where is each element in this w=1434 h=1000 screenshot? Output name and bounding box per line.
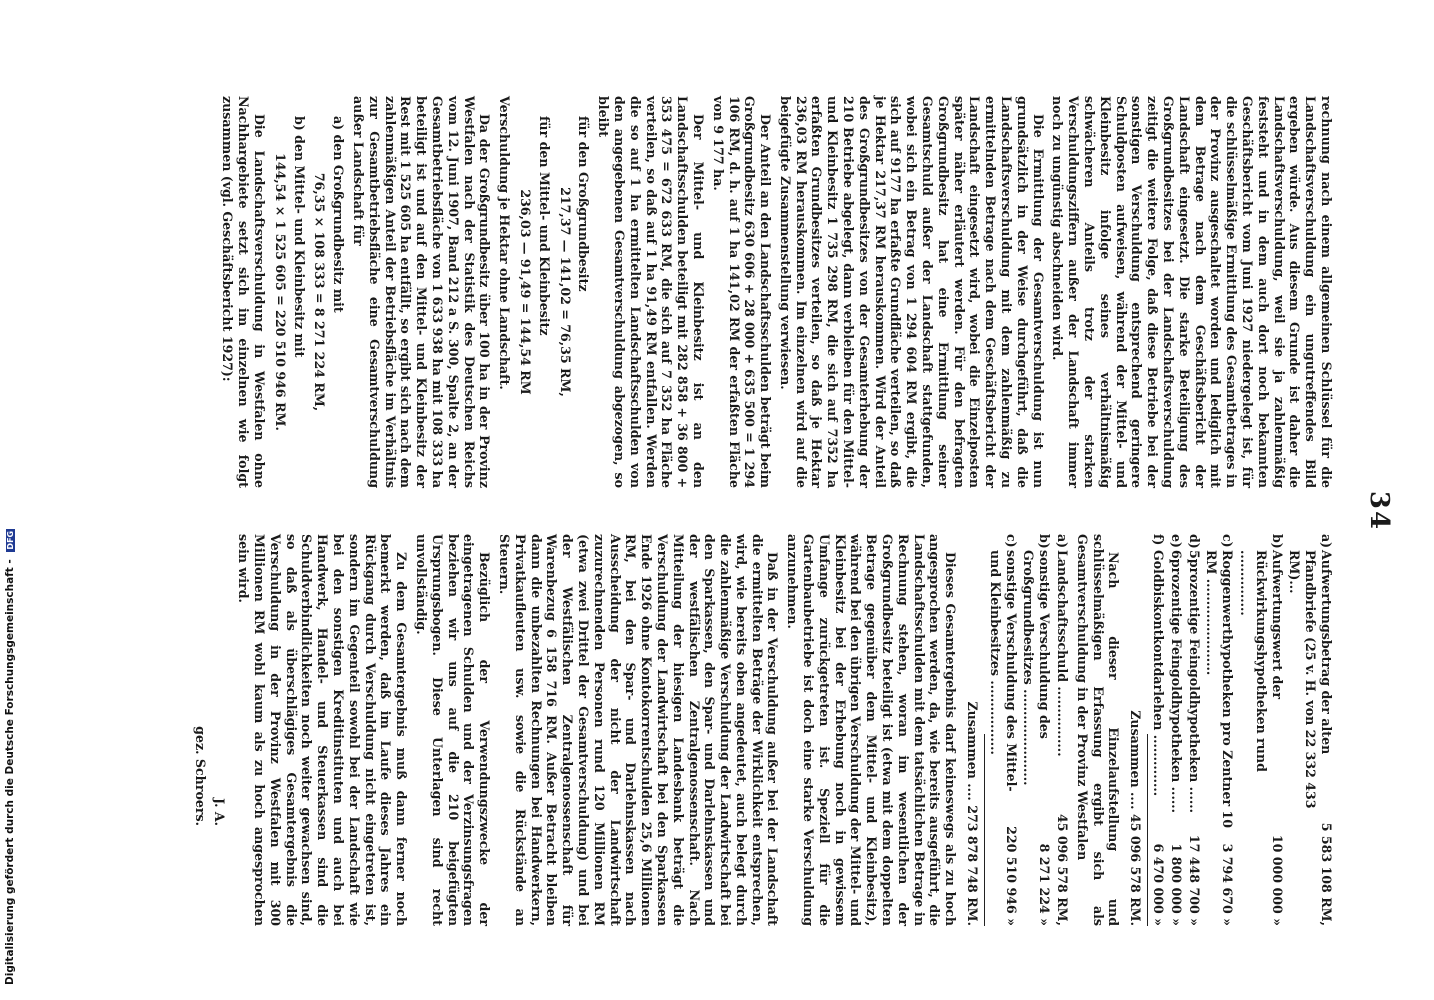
page-content [194,96,1394,926]
list-text: Aufwertungswert der Rückwirkungshypotheken rund ............... [1238,550,1285,772]
paragraph: Der Anteil an den Landschaftsschulden beträgt beim Großgrundbesitz 630 606 + 28 000 + 635 500 = 1 294 106 RM, d. h. auf 1 ha 141,02 RM der erfaßten Fläche von 9 177 ha. [710,96,774,488]
list-item [1237,534,1284,926]
list-item [1204,534,1236,926]
sum-value: 45 096 578 RM. [1128,813,1144,926]
paragraph: Dieses Gesamtergebnis darf keineswegs als zu hoch angesprochen werden, da, wie bereits ausgeführt, die Landschaftsschulden mit dem tatsächlichen Betrage in Rechnung stehen, woran im wesentlichen der Großgrundbesitz beteiligt ist (etwa mit dem doppelten Betrage gegenüber dem Mittel- und Kleinbesitz), während bei den übrigen Verschuldung der Mittel- und Kleinbesitz bei der Erhebung noch in gewissem Umfange zurückgetreten ist. Speziell für die Gartenbaubetriebe ist doch eine starke Verschuldung anzunehmen. [785,534,959,926]
footer-text-wrap [4,5,16,985]
paragraph: rechnung nach einem allgemeinen Schlüssel für die Landschaftsverschuldung ein ungutreffendes Bild ergeben würde. Aus diesem Grunde ist daher die Landschaftsverschuldung, weil sie ja zahlenmäßig feststeht und in dem auch dort noch bekannten Geschäftsbericht vom Juni 1927 niedergelegt ist, für die schlüsselmäßige Ermittlung des Gesamtbetrages in der Provinz ausgeschaltet worden und lediglich mit dem Betrage nach dem Geschäftsbericht der Landschaft eingesetzt. Die starke Beteiligung des Großgrundbesitzes bei der Landschaftsverschuldung zeitigt die weitere Folge, daß diese Betriebe bei der sonstigen Verschuldung entsprechend geringere Schuldposten aufweisen, während der Mittel- und Kleinbesitz infolge seines verhältnismäßig schwächeren Anteils trotz der starken Verschuldungsziffern außer der Landschaft immer noch zu ungünstig abschneiden wird. [1050,96,1334,488]
formula: 217,37 — 141,02 = 76,35 RM, [557,187,573,397]
paragraph: Da der Großgrundbesitz über 100 ha in der Provinz Westfalen nach der Statistik des Deutschen Reichs vom 12. Juni 1907, Band 212 a S. 300, Spalte 2, an der Gesamtbetriebsfläche von 1 633 938 ha mit 108 333 ha beteiligt ist und auf den Mittel- und Kleinbesitz der Rest mit 1 525 605 ha entfällt, so ergibt sich nach dem zahlenmäßigen Anteil der Betriebsfläche im Verhältnis zur Gesamtbetriebsfläche eine Gesamtverschuldung außer Landschaft für [350,96,493,488]
list-item [1150,534,1166,926]
list-text: 6prozentige Feingoldhypotheken ...... [1168,550,1184,813]
right-column [188,534,1334,926]
paragraph: Daß in der Verschuldung außer bei der Landschaft die ermittelten Beträge der Wirklichkeit entsprechen, wird, wie bereits oben angedeutet, auch belegt durch die zahlenmäßige Verschuldung der Landwirtschaft bei den Sparkassen, den Spar- und Darlehnskassen und der westfälischen Zentralgenossenschaft. Nach Mitteilung der hiesigen Landesbank beträgt die Verschuldung der Landwirtschaft bei den Sparkassen Ende 1926 ohne Kontokorrentschulden 25,6 Millionen RM, bei den Spar- und Darlehnskassen nach Ausscheidung der nicht der Landwirtschaft zuzurechnenden Personen rund 120 Millionen RM (etwa zwei Drittel der Gesamtverschuldung) und bei der Westfälischen Zentralgenossenschaft für Warenbezug 6 158 716 RM. Außer Betracht bleiben dann die unbezahlten Rechnungen bei Handwerkern, Privatkaufleuten usw. sowie die Rückstände an Steuern. [496,534,781,926]
list-value: 3 794 670 » [1220,843,1236,926]
signature-name: gez. Schroers. [192,726,208,826]
list-label: a) [1319,534,1334,549]
list-label: f) [1151,534,1167,546]
list-text: 5prozentige Feingoldhypotheken ...... [1186,550,1202,813]
item-calculation: 76,35 × 108 333 = 8 271 224 RM, [312,172,328,412]
paragraph: Nach dieser Einzelaufstellung und schlüsselmäßigen Erfassung ergibt sich als Gesamtverschuldung in der Provinz Westfalen [1074,534,1122,926]
sum-row [1127,534,1143,926]
list-label: b) [1037,534,1053,549]
paragraph: Bezüglich der Verwendungszwecke der eingetragenen Schulden und der Verzinsungsfragen beziehen wir uns auf die 210 beigefügten Ursprungsbogen. Diese Unterlagen sind recht unvollständig. [413,534,493,926]
list-text: Roggenwerthypotheken pro Zentner 10 RM ...................... [1204,550,1236,829]
dfg-logo: DFG [6,530,15,550]
sum-label: Zusammen .... [965,701,981,801]
list-text: sonstige Verschuldung des Mittel- und Kleinbesitzes ................. [987,550,1019,792]
signature-block [192,534,228,926]
list-label: a) [1055,534,1071,549]
list-text: Aufwertungsbetrag der alten Pfandbriefe (25 v. H. von 22 332 433 RM)... [1287,550,1334,809]
list-value: 220 510 946 » [1003,826,1019,926]
list-text: Landschaftsschuld ................ [1055,550,1071,757]
list-value: 17 448 700 » [1186,834,1202,926]
item-label: b) den Mittel- und Kleinbesitz mit [291,116,307,358]
formula: 236,03 — 91,49 = 144,54 RM [517,189,533,395]
page-number: 34 [1364,490,1394,532]
digitization-footer [0,0,26,1000]
list-value: 5 583 108 RM, [1319,822,1334,926]
paragraph: Verschuldung je Hektar ohne Landschaft. [497,96,513,390]
list-item [1054,534,1070,926]
debt-list-1 [1127,534,1334,926]
list-item [1168,534,1184,926]
paragraph: Zu dem Gesamtergebnis muß dann ferner noch bemerkt werden, daß im Laufe dieses Jahres ein Rückgang durch Verschuldung nicht eingetreten ist, sondern im Gegenteil sowohl bei der Landschaft wie bei den sonstigen Kreditinstituten und auch bei Handwerk, Handel- und Steuerkassen sind die Schuldverbindlichkeiten noch weiter gewachsen sind, so daß als überschlägiges Gesamtergebnis die Verschuldung in der Provinz Westfalen mit 300 Millionen RM wohl kaum als zu hoch angesprochen sein wird. [236,534,410,926]
formula-intro: für den Großgrundbesitz [576,116,592,292]
footer-text: Digitalisierung gefördert durch die Deutsche Forschungsgemeinschaft - [4,559,16,985]
signature-line: J. A. [212,798,228,826]
sum-rule [1147,734,1148,926]
list-item [1021,534,1053,926]
sum-row [964,534,980,926]
list-label: b) [1269,534,1285,549]
sum-value: 273 878 748 RM. [965,805,981,926]
list-item [987,534,1019,926]
list-label: c) [1003,534,1019,548]
list-label: c) [1220,534,1236,548]
item-label: a) den Großgrundbesitz mit [331,116,347,313]
sum-rule [984,734,985,926]
list-value: 10 000 000 » [1269,834,1285,926]
list-text: sonstige Verschuldung des Großgrundbesitzes ...................... [1021,550,1053,786]
sum-label: Zusammen .... [1128,710,1144,810]
list-value: 8 271 224 » [1037,843,1053,926]
item-calculation: 144,54 × 1 525 605 = 220 510 946 RM. [272,153,288,431]
list-value: 45 096 578 RM, [1055,813,1071,926]
left-column [216,96,1334,488]
paragraph: Die Landschaftsverschuldung in Westfalen ohne Nachhargebiete setzt sich im einzelnen wie folgt zusammen (vgl. Geschäftsbericht 1927): [220,96,267,488]
list-label: e) [1168,534,1184,548]
paragraph: Die Ermittlung der Gesamtverschuldung ist nun grundsätzlich in der Weise durchgeführt, daß die Landschaftsverschuldung mit dem zahlenmäßig zu ermittelnden Betrage nach dem Geschäftsbericht der Landschaft eingesetzt wird, wobei die Einzelposten später näher erläutert werden. Für den befragten Großgrundbesitz hat eine Ermittlung seiner Gesamtschuld außer der Landschaft stattgefunden, wobei sich ein Betrag von 1 294 604 RM ergibt, die sich auf 9177 ha erfaßte Grundfläche verteilen, so daß je Hektar 217,37 RM herauskommen. Wird der Anteil des Großgrundbesitzes von der Gesamterhebung der 210 Betriebe abgelegt, dann verbleiben für den Mittel- und Kleinbesitz 1 735 298 RM, die sich auf 7352 ha erfaßten Grundbesitzes verteilen, so daß je Hektar 236,03 RM herauskommen. Im einzelnen wird auf die beigefügte Zusammenstellung verwiesen. [777,96,1046,488]
list-value: 6 470 000 » [1151,843,1167,926]
paragraph: Der Mittel- und Kleinbesitz ist an den Landschaftsschulden beteiligt mit 282 858 + 36 800 + 353 475 = 672 633 RM, die sich auf 7 352 ha Fläche verteilen, so daß auf 1 ha 91,49 RM entfallen. Werden die so auf 1 ha ermittelten Landschaftsschulden von den angegebenen Gesamtverschuldung abgezogen, so bleibt [596,96,706,488]
list-text: Goldbiskontkontdarlehen .............. [1151,550,1167,797]
list-label: d) [1186,534,1202,549]
list-item [1287,534,1334,926]
debt-list-2 [964,534,1070,926]
list-item [1186,534,1202,926]
formula-intro: für den Mittel- und Kleinbesitz [536,116,552,336]
list-value: 1 800 000 » [1168,843,1184,926]
